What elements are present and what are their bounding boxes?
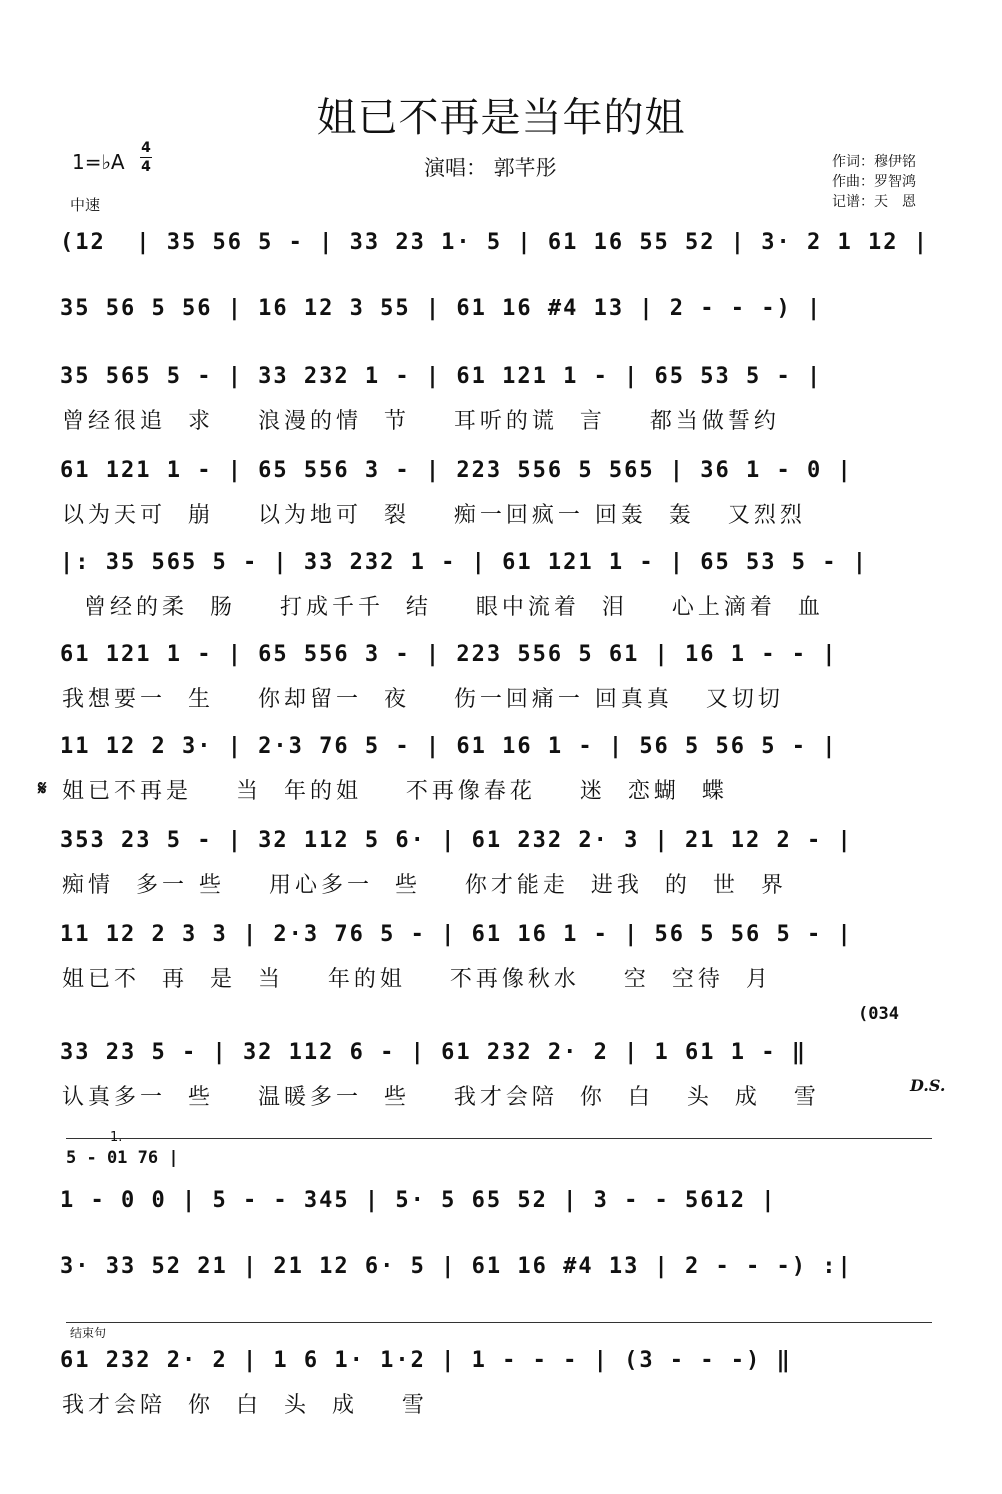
row-lyrics: 以为天可 崩 以为地可 裂 痴一回疯一 回轰 轰 又烈烈 bbox=[62, 503, 806, 528]
first-ending-label: 1. bbox=[110, 1130, 123, 1145]
row-lyrics: 曾经很追 求 浪漫的情 节 耳听的谎 言 都当做誓约 bbox=[62, 409, 780, 434]
row-notes: 33 23 5 - | 32 112 6 - | 61 232 2· 2 | 1 61 1 - ‖ bbox=[60, 1040, 808, 1065]
row-notes: 3· 33 52 21 | 21 12 6· 5 | 61 16 #4 13 | 2 - - -) :| bbox=[60, 1254, 853, 1279]
time-top: 4 bbox=[141, 140, 151, 156]
volta-line bbox=[66, 1138, 932, 1139]
row-lyrics: 姐已不 再 是 当 年的姐 不再像秋水 空 空待 月 bbox=[62, 967, 772, 992]
pickup-notes: (034 bbox=[858, 1004, 899, 1024]
credits-block bbox=[832, 152, 916, 212]
row-notes: (12 | 35 56 5 - | 33 23 1· 5 | 61 16 55 52 | 3· 2 1 12 | bbox=[60, 230, 929, 255]
tempo-marking: 中速 bbox=[70, 196, 101, 214]
key-signature: 1=♭A bbox=[72, 150, 125, 174]
song-title: 姐已不再是当年的姐 bbox=[316, 95, 686, 141]
time-signature bbox=[140, 140, 152, 175]
row-lyrics: 曾经的柔 肠 打成千千 结 眼中流着 泪 心上滴着 血 bbox=[62, 595, 824, 620]
coda-line bbox=[66, 1322, 932, 1323]
composer-credit: 作曲：罗智鸿 bbox=[832, 174, 916, 190]
row-lyrics: 姐已不再是 当 年的姐 不再像春花 迷 恋蝴 蝶 bbox=[62, 779, 728, 804]
row-notes: 35 56 5 56 | 16 12 3 55 | 61 16 #4 13 | 2 - - -) | bbox=[60, 296, 823, 321]
coda-label: 结束句 bbox=[70, 1326, 107, 1340]
row-lyrics: 我才会陪 你 白 头 成 雪 bbox=[62, 1393, 428, 1418]
first-ending-notes: 5 - 01 76 | bbox=[66, 1148, 179, 1168]
row-lyrics: 认真多一 些 温暖多一 些 我才会陪 你 白 头 成 雪 bbox=[62, 1085, 820, 1110]
row-notes: 61 121 1 - | 65 556 3 - | 223 556 5 565 | 36 1 - 0 | bbox=[60, 458, 853, 483]
row-notes: |: 35 565 5 - | 33 232 1 - | 61 121 1 - | 65 53 5 - | bbox=[60, 550, 868, 575]
row-notes: 61 121 1 - | 65 556 3 - | 223 556 5 61 | 16 1 - - | bbox=[60, 642, 838, 667]
row-notes: 61 232 2· 2 | 1 6 1· 1·2 | 1 - - - | (3 - - -) ‖ bbox=[60, 1348, 792, 1373]
row-notes: 35 565 5 - | 33 232 1 - | 61 121 1 - | 65 53 5 - | bbox=[60, 364, 823, 389]
row-notes: 353 23 5 - | 32 112 5 6· | 61 232 2· 3 | 21 12 2 - | bbox=[60, 828, 853, 853]
singer-credit: 演唱： 郭芊彤 bbox=[424, 156, 557, 180]
transcriber-credit: 记谱：天 恩 bbox=[832, 194, 916, 210]
row-notes: 1 - 0 0 | 5 - - 345 | 5· 5 65 52 | 3 - - 5612 | bbox=[60, 1188, 777, 1213]
row-lyrics: 我想要一 生 你却留一 夜 伤一回痛一 回真真 又切切 bbox=[62, 687, 784, 712]
row-notes: 11 12 2 3 3 | 2·3 76 5 - | 61 16 1 - | 56 5 56 5 - | bbox=[60, 922, 853, 947]
row-lyrics: 痴情 多一 些 用心多一 些 你才能走 进我 的 世 界 bbox=[62, 873, 787, 898]
lyricist-credit: 作词：穆伊铭 bbox=[832, 154, 916, 170]
ds-marking: D.S. bbox=[910, 1076, 946, 1095]
row-notes: 11 12 2 3· | 2·3 76 5 - | 61 16 1 - | 56 5 56 5 - | bbox=[60, 734, 838, 759]
time-bottom: 4 bbox=[141, 159, 151, 175]
segno-sign: 𝄋 bbox=[38, 776, 47, 800]
